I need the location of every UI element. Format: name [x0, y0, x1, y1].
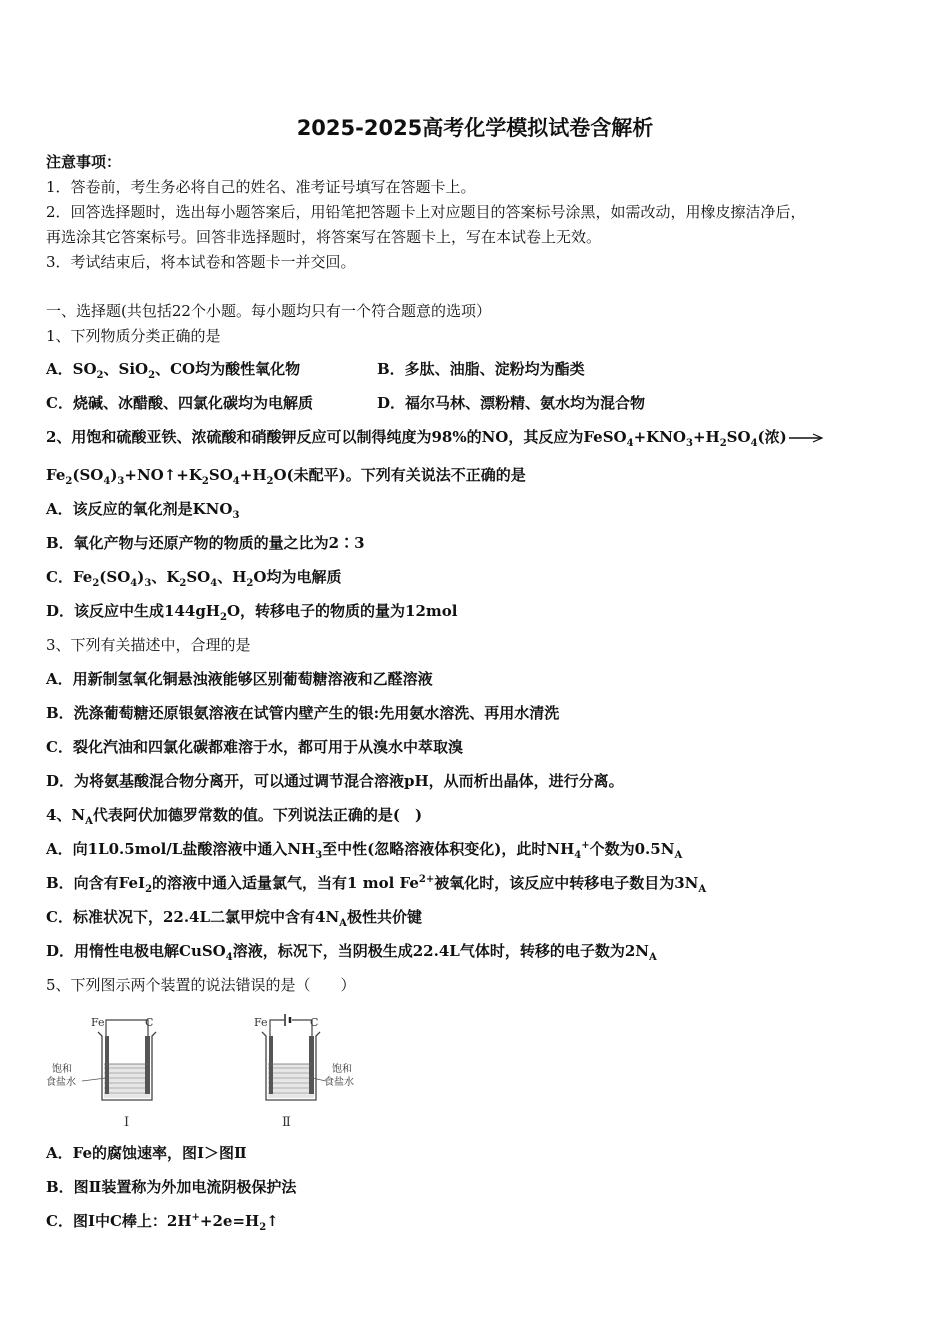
- solution-label-1b: 食盐水: [46, 1077, 76, 1088]
- q1-option-d: D．福尔马林、漂粉精、氨水均为混合物: [377, 394, 646, 412]
- q4-option-b: B．向含有FeI$_2$的溶液中通入适量氯气，当有1 mol $Fe^{2+}$被氧化时，该反应中转移电子数目为$3N_A$: [46, 874, 707, 895]
- c-electrode-2: [309, 1036, 314, 1094]
- q5-option-b: B．图Ⅱ装置称为外加电流阴极保护法: [46, 1178, 297, 1196]
- q1-option-a: A．$SO_2$、SiO$_2$、CO均为酸性氧化物: [46, 360, 301, 381]
- q5-option-c: C．图Ⅰ中C棒上：$2H^++2e=H_2↑$: [46, 1212, 279, 1233]
- fe-label-2: Fe: [254, 1016, 268, 1029]
- notice-item-3: 3．考试结束后，将本试卷和答题卡一并交回。: [46, 253, 356, 271]
- q1-option-c: C．烧碱、冰醋酸、四氯化碳均为电解质: [46, 394, 313, 412]
- fe-electrode-2: [269, 1036, 273, 1094]
- q5-option-a: A．Fe的腐蚀速率，图Ⅰ＞图Ⅱ: [46, 1144, 247, 1162]
- notice-item-2: 2．回答选择题时，选出每小题答案后，用铅笔把答题卡上对应题目的答案标号涂黑，如需改动，用橡皮擦洁净后，: [46, 203, 806, 221]
- q2-option-a: A．该反应的氧化剂是$KNO_3$: [46, 500, 240, 521]
- fe-electrode-1: [105, 1036, 109, 1094]
- apparatus-2: [254, 1014, 354, 1130]
- c-electrode-1: [145, 1036, 150, 1094]
- q5-stem: 5、下列图示两个装置的说法错误的是（ ）: [46, 976, 356, 994]
- solution-label-2b: 食盐水: [324, 1077, 354, 1088]
- q2-stem-cont: $Fe_2(SO_4)_3+NO↑+K_2SO_4+H_2O$(未配平)。下列有关说法不正确的是: [46, 466, 526, 487]
- reaction-arrow-icon: [789, 433, 825, 443]
- apparatus-1: [46, 1016, 156, 1130]
- q3-option-d: D．为将氨基酸混合物分离开，可以通过调节混合溶液pH，从而析出晶体，进行分离。: [46, 772, 624, 790]
- solution-label-1a: 饱和: [52, 1064, 72, 1075]
- q4-option-c: C．标准状况下，22.4L二氯甲烷中含有$4N_A$极性共价键: [46, 908, 422, 929]
- q3-option-b: B．洗涤葡萄糖还原银氨溶液在试管内壁产生的银:先用氨水溶洗、再用水清洗: [46, 704, 560, 722]
- c-label-1: C: [145, 1016, 154, 1029]
- q1-stem: 1、下列物质分类正确的是: [46, 327, 221, 345]
- apparatus-1-label: Ⅰ: [124, 1115, 130, 1130]
- notice-item-2-cont: 再选涂其它答案标号。回答非选择题时，将答案写在答题卡上，写在本试卷上无效。: [46, 228, 602, 246]
- q3-stem: 3、下列有关描述中，合理的是: [46, 636, 251, 654]
- page-title: 2025-2025高考化学模拟试卷含解析: [296, 116, 654, 140]
- q4-option-d: D．用惰性电极电解CuSO$_4$溶液，标况下，当阴极生成22.4L气体时，转移的电子数为$2N_A$: [46, 942, 657, 963]
- q2-option-d: D．该反应中生成$144gH_2O$，转移电子的物质的量为12mol: [46, 602, 458, 623]
- q2-option-c: C．$Fe_2(SO_4)_3$、$K_2SO_4$、$H_2O$均为电解质: [46, 568, 342, 589]
- q3-option-a: A．用新制氢氧化铜悬浊液能够区别葡萄糖溶液和乙醛溶液: [46, 670, 433, 688]
- q4-stem: 4、$N_A$代表阿伏加德罗常数的值。下列说法正确的是( ): [46, 806, 423, 827]
- q4-option-a: A．向1L0.5mol/L盐酸溶液中通入$NH_3$至中性(忽略溶液体积变化)，此时$NH_4^+$个数为$0.5N_A$: [46, 840, 683, 861]
- q2-stem: 2、用饱和硫酸亚铁、浓硫酸和硝酸钾反应可以制得纯度为98%的NO，其反应为$FeSO_4+KNO_3+H_2SO_4$(浓): [46, 427, 825, 447]
- fe-label-1: Fe: [91, 1016, 105, 1029]
- solution-label-2a: 饱和: [332, 1064, 352, 1075]
- c-label-2: C: [310, 1016, 319, 1029]
- q1-option-b: B．多肽、油脂、淀粉均为酯类: [377, 360, 585, 378]
- apparatus-2-label: Ⅱ: [282, 1115, 291, 1130]
- electrochem-apparatus-figure: [44, 1010, 384, 1135]
- notice-heading: 注意事项：: [46, 153, 122, 171]
- notice-item-1: 1．答卷前，考生务必将自己的姓名、准考证号填写在答题卡上。: [46, 178, 476, 196]
- q2-option-b: B．氧化产物与还原产物的物质的量之比为2∶3: [46, 534, 365, 552]
- q3-option-c: C．裂化汽油和四氯化碳都难溶于水，都可用于从溴水中萃取溴: [46, 738, 463, 756]
- section-heading: 一、选择题(共包括22个小题。每小题均只有一个符合题意的选项）: [46, 302, 491, 320]
